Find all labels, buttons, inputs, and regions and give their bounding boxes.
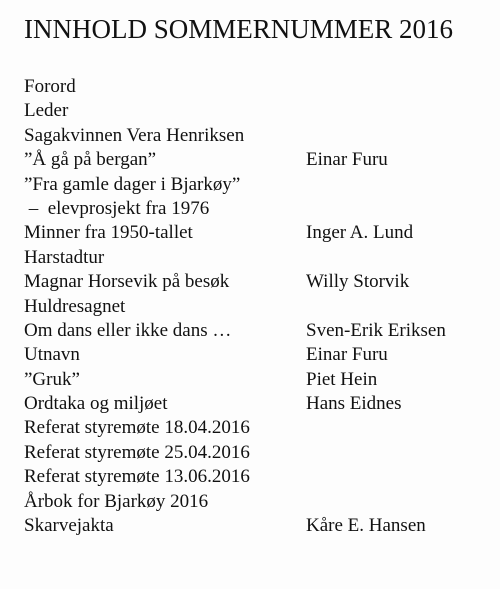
toc-entry-title: Referat styremøte 13.06.2016 [24,466,250,488]
toc-entry [24,319,484,343]
toc-entry [24,441,484,465]
toc-entry-title: Sagakvinnen Vera Henriksen [24,124,245,146]
toc-entry-title: Leder [24,100,69,122]
toc-entry [24,343,484,367]
table-of-contents [24,75,484,538]
toc-entry-author: Inger A. Lund [306,222,414,244]
toc-entry [24,75,484,99]
toc-entry-title: Forord [24,76,76,97]
toc-entry-title: Om dans eller ikke dans … [24,319,232,341]
toc-entry-title: ”Gruk” [24,368,80,390]
toc-entry [24,99,484,123]
toc-entry-title: Skarvejakta [24,515,114,537]
toc-entry-title: – elevprosjekt fra 1976 [24,197,210,219]
toc-entry-title: Harstadtur [24,246,105,268]
toc-entry-title: Magnar Horsevik på besøk [24,271,230,293]
page-title: INNHOLD SOMMERNUMMER 2016 [24,14,454,44]
toc-entry [24,490,484,514]
toc-entry-title: Huldresagnet [24,295,126,317]
toc-entry-author: Einar Furu [306,149,388,171]
toc-entry-title: Referat styremøte 25.04.2016 [24,441,250,463]
toc-entry [24,148,484,172]
toc-entry [24,124,484,148]
toc-entry-author: Kåre E. Hansen [306,515,426,537]
toc-entry [24,465,484,489]
toc-entry-title: Minner fra 1950-tallet [24,222,193,244]
toc-entry [24,295,484,319]
toc-entry-author: Hans Eidnes [306,393,402,415]
toc-entry-title: ”Fra gamle dager i Bjarkøy” [24,173,241,195]
toc-entry [24,416,484,440]
toc-entry [24,197,484,221]
toc-entry-author: Piet Hein [306,368,378,390]
toc-entry [24,368,484,392]
toc-entry-author: Willy Storvik [306,271,410,293]
toc-entry-title: ”Å gå på bergan” [24,149,157,171]
toc-entry [24,173,484,197]
toc-entry [24,392,484,416]
toc-entry-author: Sven-Erik Eriksen [306,319,446,341]
toc-entry-title: Utnavn [24,344,80,366]
toc-entry-title: Årbok for Bjarkøy 2016 [24,490,209,512]
toc-entry-title: Referat styremøte 18.04.2016 [24,417,250,439]
toc-entry [24,270,484,294]
toc-entry [24,514,484,538]
toc-entry-author: Einar Furu [306,344,388,366]
toc-entry [24,221,484,245]
toc-entry-title: Ordtaka og miljøet [24,393,168,415]
toc-entry [24,246,484,270]
